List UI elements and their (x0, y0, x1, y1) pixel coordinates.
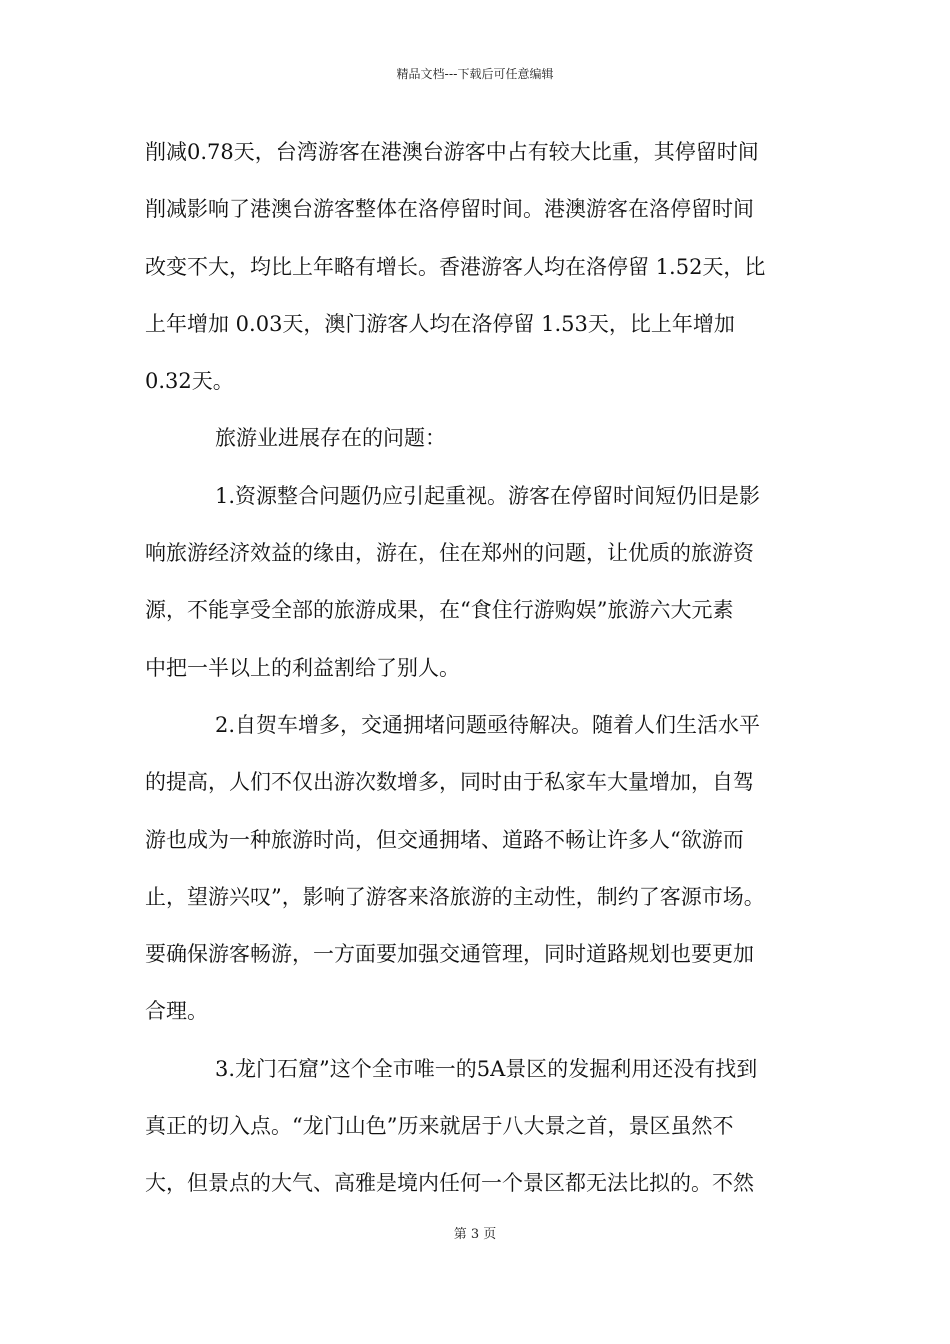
page-number: 第 3 页 (453, 1227, 497, 1242)
document-body (145, 130, 815, 1219)
text-line: 改变不大，均比上年略有增长。香港游客人均在洛停留 1.52天，比 (145, 254, 766, 279)
text-line: 大，但景点的大气、高雅是境内任何一个景区都无法比拟的。不然 (145, 1171, 754, 1196)
text-line: 3.龙门石窟”这个全市唯一的5A景区的发掘利用还没有找到 (215, 1056, 758, 1081)
section-heading: 旅游业进展存在的问题： (215, 426, 446, 451)
text-line: 1.资源整合问题仍应引起重视。游客在停留时间短仍旧是影 (215, 483, 761, 508)
text-line: 上年增加 0.03天，澳门游客人均在洛停留 1.53天，比上年增加 (145, 311, 735, 336)
text-line: 游也成为一种旅游时尚，但交通拥堵、道路不畅让许多人“欲游而 (145, 827, 744, 852)
text-line: 合理。 (145, 999, 208, 1024)
text-line: 2.自贺车增多，交通拥堵问题亟待解决。随着人们生活水平 (215, 712, 761, 737)
text-line: 削减影响了港澳台游客整体在洛停留时间。港澳游客在洛停留时间 (145, 197, 754, 222)
text-line: 止，望游兴叹”，影响了游客来洛旅游的主动性，制约了客源市场。 (145, 884, 765, 909)
page-header: 精品文档---下载后可任意编辑 (396, 67, 554, 81)
text-line: 源，不能享受全部的旅游成果，在“食住行游购娱”旅游六大元素 (145, 598, 734, 623)
text-line: 的提高，人们不仅出游次数增多，同时由于私家车大量增加，自驾 (145, 770, 754, 795)
text-line: 真正的切入点。“龙门山色”历来就居于八大景之首，景区虽然不 (145, 1114, 734, 1139)
text-line: 要确保游客畅游，一方面要加强交通管理，同时道路规划也要更加 (145, 942, 754, 967)
text-line: 削减0.78天，台湾游客在港澳台游客中占有较大比重，其停留时间 (145, 140, 759, 164)
text-line: 响旅游经济效益的缘由，游在，住在郑州的问题，让优质的旅游资 (145, 541, 754, 566)
text-line: 0.32天。 (145, 369, 234, 394)
text-line: 中把一半以上的利益割给了别人。 (145, 655, 460, 680)
